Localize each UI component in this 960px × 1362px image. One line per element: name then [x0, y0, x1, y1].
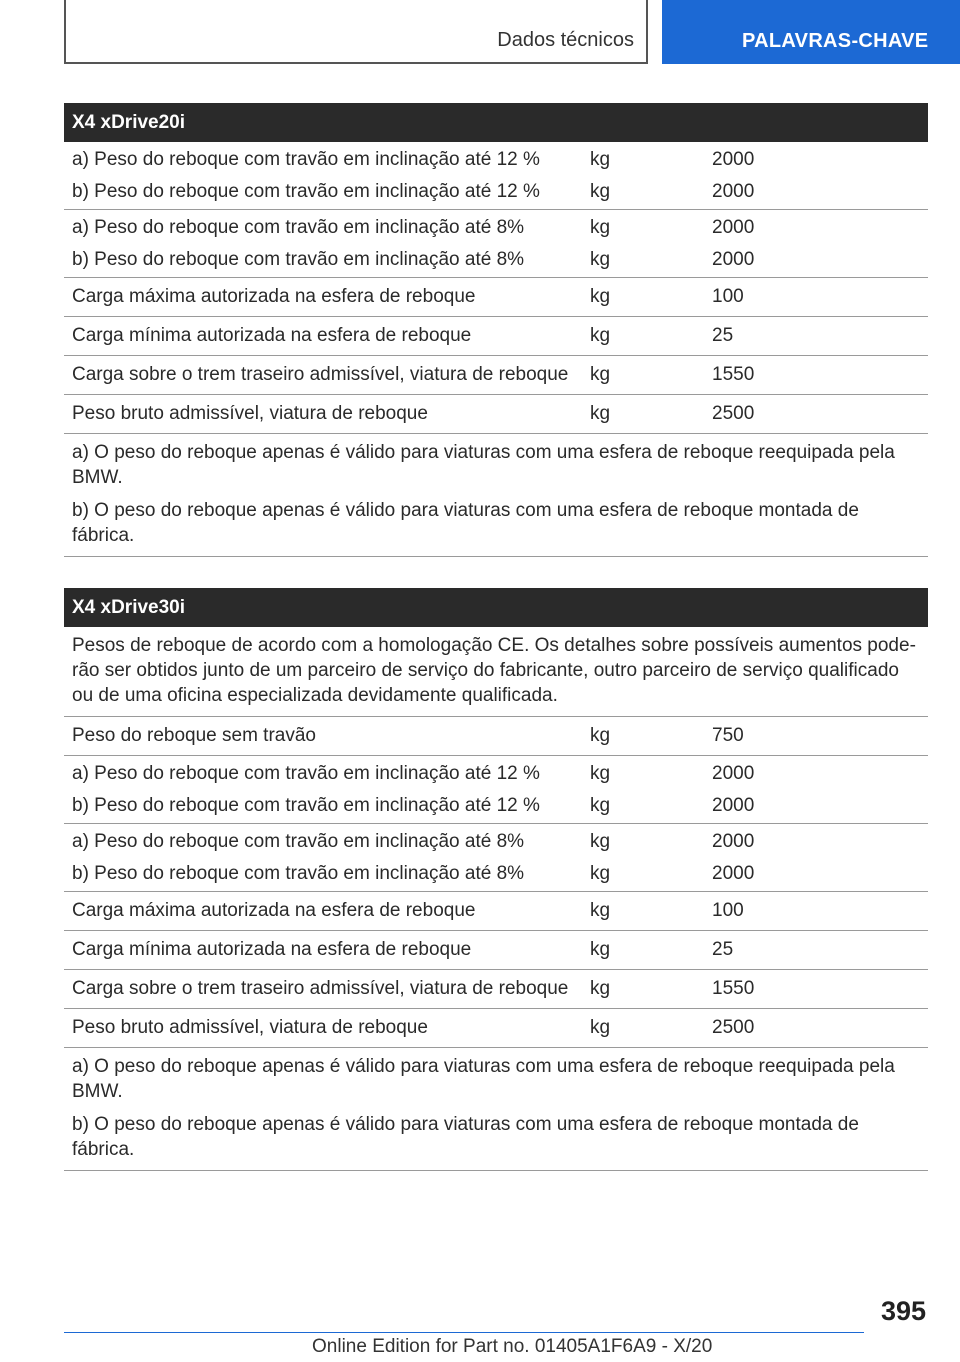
- spec-value: 2000: [712, 831, 755, 852]
- spec-label: Carga máxima autorizada na esfera de reboque: [72, 900, 476, 921]
- spec-value: 2000: [712, 217, 755, 238]
- footnote: b) O peso do reboque apenas é válido para viaturas com uma esfera de reboque montada de fábrica.: [72, 500, 859, 546]
- spec-label: Peso do reboque sem travão: [72, 725, 316, 746]
- table-line: [64, 1015, 928, 1041]
- spec-value: 1550: [712, 978, 755, 999]
- table-row: [64, 824, 928, 892]
- spec-value: 100: [712, 286, 744, 307]
- table-line: [64, 898, 928, 924]
- table-row: [64, 892, 928, 931]
- table-line: [64, 284, 928, 310]
- footnote: a) O peso do reboque apenas é válido para viaturas com uma esfera de reboque reequipada pela BMW.: [72, 442, 895, 488]
- spec-value: 2000: [712, 863, 755, 884]
- spec-label: a) Peso do reboque com travão em inclinação até 8%: [72, 831, 525, 852]
- spec-label: a) Peso do reboque com travão em inclinação até 12 %: [72, 149, 540, 170]
- footnotes: [64, 434, 928, 557]
- table-line: [64, 401, 928, 427]
- table-line: [64, 323, 928, 349]
- table-row: [64, 756, 928, 824]
- table-line: [64, 362, 928, 388]
- spec-label: Peso bruto admissível, viatura de reboque: [72, 1017, 428, 1038]
- table-row: [64, 356, 928, 395]
- spec-unit: kg: [590, 900, 611, 921]
- section-title: X4 xDrive30i: [64, 588, 928, 627]
- spec-value: 1550: [712, 364, 755, 385]
- spec-unit: kg: [590, 939, 611, 960]
- table-row: [64, 717, 928, 756]
- table-line: [64, 179, 928, 205]
- spec-unit: kg: [590, 725, 611, 746]
- spec-content: [64, 103, 928, 1202]
- table-line: [64, 723, 928, 749]
- spec-value: 25: [712, 325, 734, 346]
- table-line: [64, 793, 928, 819]
- spec-label: a) Peso do reboque com travão em inclinação até 12 %: [72, 763, 540, 784]
- spec-unit: kg: [590, 249, 611, 270]
- spec-label: b) Peso do reboque com travão em inclinação até 8%: [72, 863, 525, 884]
- spec-label: Carga mínima autorizada na esfera de reboque: [72, 939, 472, 960]
- spec-unit: kg: [590, 795, 611, 816]
- spec-label: b) Peso do reboque com travão em inclinação até 12 %: [72, 181, 540, 202]
- spec-label: Carga mínima autorizada na esfera de reboque: [72, 325, 472, 346]
- spec-value: 2500: [712, 403, 755, 424]
- table-line: [64, 761, 928, 787]
- table-row: [64, 317, 928, 356]
- table-row: [64, 395, 928, 434]
- spec-unit: kg: [590, 1017, 611, 1038]
- spec-value: 2000: [712, 249, 755, 270]
- footnotes: [64, 1048, 928, 1171]
- table-row: [64, 970, 928, 1009]
- spec-label: Peso bruto admissível, viatura de reboque: [72, 403, 428, 424]
- section-intro: Pesos de reboque de acordo com a homologação CE. Os detalhes sobre possíveis aumentos pode-rão ser obtidos junto de um parceiro de serviço do fabricante, outro parceiro de serviço qualificado ou de uma oficina especializada devidamente qualificada.: [64, 627, 928, 717]
- table-line: [64, 147, 928, 173]
- table-line: [64, 861, 928, 887]
- spec-value: 25: [712, 939, 734, 960]
- section-title: X4 xDrive20i: [64, 103, 928, 142]
- spec-unit: kg: [590, 403, 611, 424]
- section-tab[interactable]: [64, 0, 648, 64]
- spec-value: 100: [712, 900, 744, 921]
- spec-unit: kg: [590, 763, 611, 784]
- spec-section: [64, 588, 928, 1171]
- spec-value: 2000: [712, 149, 755, 170]
- spec-unit: kg: [590, 286, 611, 307]
- table-row: [64, 142, 928, 210]
- spec-label: b) Peso do reboque com travão em inclinação até 12 %: [72, 795, 540, 816]
- spec-unit: kg: [590, 978, 611, 999]
- spec-value: 2500: [712, 1017, 755, 1038]
- page-header: [0, 0, 960, 66]
- spec-unit: kg: [590, 181, 611, 202]
- footer-divider: [64, 1332, 864, 1333]
- table-row: [64, 931, 928, 970]
- table-line: [64, 937, 928, 963]
- page-number: 395: [880, 1296, 926, 1326]
- spec-label: Carga máxima autorizada na esfera de reboque: [72, 286, 476, 307]
- table-row: [64, 278, 928, 317]
- spec-unit: kg: [590, 831, 611, 852]
- spec-value: 750: [712, 725, 744, 746]
- section-label: Dados técnicos: [497, 29, 634, 51]
- spec-value: 2000: [712, 763, 755, 784]
- table-line: [64, 976, 928, 1002]
- spec-value: 2000: [712, 795, 755, 816]
- spec-unit: kg: [590, 863, 611, 884]
- table-line: [64, 829, 928, 855]
- spec-label: Carga sobre o trem traseiro admissível, viatura de reboque: [72, 978, 569, 999]
- footer-edition-text: Online Edition for Part no. 01405A1F6A9 - X/20: [312, 1336, 713, 1357]
- footnote: a) O peso do reboque apenas é válido para viaturas com uma esfera de reboque reequipada pela BMW.: [72, 1056, 895, 1102]
- table-row: [64, 210, 928, 278]
- spec-value: 2000: [712, 181, 755, 202]
- spec-unit: kg: [590, 364, 611, 385]
- footnote: b) O peso do reboque apenas é válido para viaturas com uma esfera de reboque montada de fábrica.: [72, 1114, 859, 1160]
- spec-label: b) Peso do reboque com travão em inclinação até 8%: [72, 249, 525, 270]
- keywords-label: PALAVRAS-CHAVE: [742, 30, 929, 52]
- keywords-tab[interactable]: [662, 0, 960, 64]
- spec-label: Carga sobre o trem traseiro admissível, viatura de reboque: [72, 364, 569, 385]
- table-line: [64, 215, 928, 241]
- spec-unit: kg: [590, 149, 611, 170]
- spec-unit: kg: [590, 325, 611, 346]
- table-row: [64, 1009, 928, 1048]
- table-line: [64, 247, 928, 273]
- spec-unit: kg: [590, 217, 611, 238]
- spec-label: a) Peso do reboque com travão em inclinação até 8%: [72, 217, 525, 238]
- spec-section: [64, 103, 928, 557]
